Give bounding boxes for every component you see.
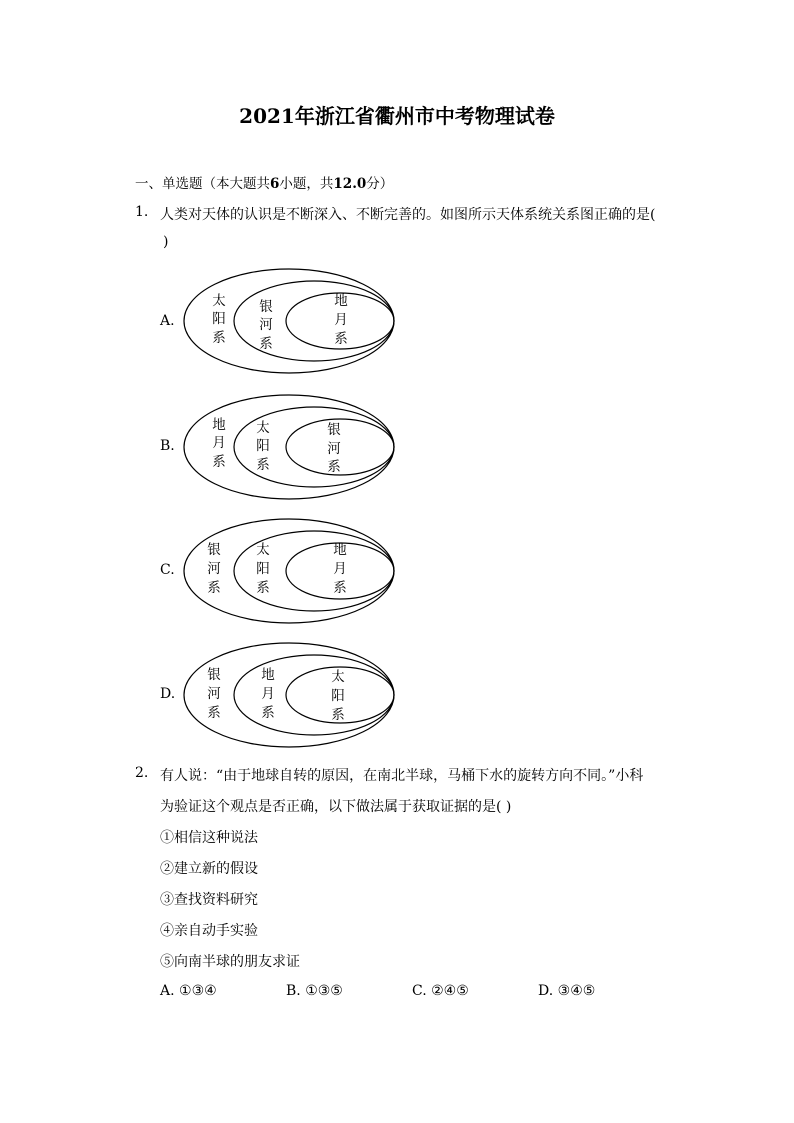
q2-statement-4: ④亲自动手实验 <box>160 923 258 939</box>
outer-label-3: 系 <box>207 580 221 596</box>
outer-label-1: 银 <box>207 542 221 558</box>
q1-option-b-letter[interactable]: B. <box>160 438 175 454</box>
q1-number: 1. <box>135 204 149 220</box>
q2-choice-b[interactable] <box>286 983 343 999</box>
q1-text-line2: ) <box>163 234 169 250</box>
section-heading <box>135 172 393 192</box>
q2-statement-5: ⑤向南半球的朋友求证 <box>160 954 300 970</box>
middle-ellipse <box>234 281 394 361</box>
outer-label-1: 地 <box>212 417 226 433</box>
choice-letter: A. <box>160 983 175 999</box>
section-count: 6 <box>270 176 280 192</box>
q2-text-line1: 有人说：“由于地球自转的原因，在南北半球，马桶下水的旋转方向不同。”小科 <box>160 768 644 784</box>
choice-value: ②④⑤ <box>431 983 469 999</box>
inner-label-2: 河 <box>327 441 341 457</box>
choice-value: ③④⑤ <box>557 983 596 999</box>
q1-option-a-diagram <box>183 268 398 378</box>
outer-label-2: 河 <box>207 686 221 702</box>
q2-choice-c[interactable] <box>412 983 469 999</box>
choice-letter: B. <box>286 983 301 999</box>
outer-label-2: 月 <box>212 435 226 451</box>
choice-letter: C. <box>412 983 427 999</box>
q2-text-line2: 为验证这个观点是否正确，以下做法属于获取证据的是( ) <box>160 799 512 815</box>
choice-letter: D. <box>538 983 554 999</box>
middle-label-2: 月 <box>261 686 275 702</box>
middle-label-1: 太 <box>256 542 270 558</box>
q1-option-d-diagram <box>183 642 398 752</box>
middle-label-3: 系 <box>256 580 270 596</box>
outer-label-2: 阳 <box>212 311 226 327</box>
inner-label-3: 系 <box>333 580 347 596</box>
inner-label-2: 阳 <box>331 688 345 704</box>
middle-ellipse <box>234 655 394 735</box>
inner-label-3: 系 <box>327 459 341 475</box>
q1-text-line1: 人类对天体的认识是不断深入、不断完善的。如图所示天体系统关系图正确的是( <box>160 207 656 223</box>
outer-label-2: 河 <box>207 561 221 577</box>
q2-statement-2: ②建立新的假设 <box>160 861 258 877</box>
q1-option-c-letter[interactable]: C. <box>160 562 175 578</box>
outer-label-3: 系 <box>212 454 226 470</box>
middle-label-1: 太 <box>256 420 270 436</box>
outer-label-1: 银 <box>207 667 221 683</box>
q2-statement-3: ③查找资料研究 <box>160 892 258 908</box>
outer-label-1: 太 <box>212 293 226 309</box>
q1-option-d-letter[interactable]: D. <box>160 686 176 702</box>
section-prefix: 一、单选题（本大题共 <box>135 176 270 192</box>
middle-label-1: 地 <box>261 667 275 683</box>
q2-choice-a[interactable] <box>160 983 217 999</box>
section-suffix: 分） <box>366 176 394 192</box>
middle-label-2: 河 <box>259 317 273 333</box>
q2-choice-d[interactable] <box>538 983 595 999</box>
inner-label-2: 月 <box>334 312 348 328</box>
inner-label-2: 月 <box>333 561 347 577</box>
middle-label-1: 银 <box>259 299 273 315</box>
middle-label-2: 阳 <box>256 561 270 577</box>
inner-label-1: 地 <box>334 293 348 309</box>
middle-label-3: 系 <box>261 705 275 721</box>
outer-label-3: 系 <box>207 705 221 721</box>
q2-statement-1: ①相信这种说法 <box>160 830 258 846</box>
q1-option-a-letter[interactable]: A. <box>160 313 175 329</box>
middle-label-3: 系 <box>256 457 270 473</box>
inner-label-3: 系 <box>331 707 345 723</box>
q1-option-b-diagram <box>183 394 398 504</box>
middle-label-3: 系 <box>259 336 273 352</box>
q1-option-c-diagram <box>183 518 398 628</box>
choice-value: ①③④ <box>179 983 217 999</box>
section-score: 12.0 <box>333 176 367 192</box>
inner-label-1: 太 <box>331 669 345 685</box>
middle-label-2: 阳 <box>256 438 270 454</box>
page-title: 2021年浙江省衢州市中考物理试卷 <box>239 104 555 128</box>
outer-label-3: 系 <box>212 330 226 346</box>
inner-label-1: 银 <box>327 422 341 438</box>
inner-label-3: 系 <box>334 331 348 347</box>
q2-number: 2. <box>135 765 149 781</box>
section-mid: 小题，共 <box>279 176 334 192</box>
inner-label-1: 地 <box>333 542 347 558</box>
choice-value: ①③⑤ <box>305 983 343 999</box>
